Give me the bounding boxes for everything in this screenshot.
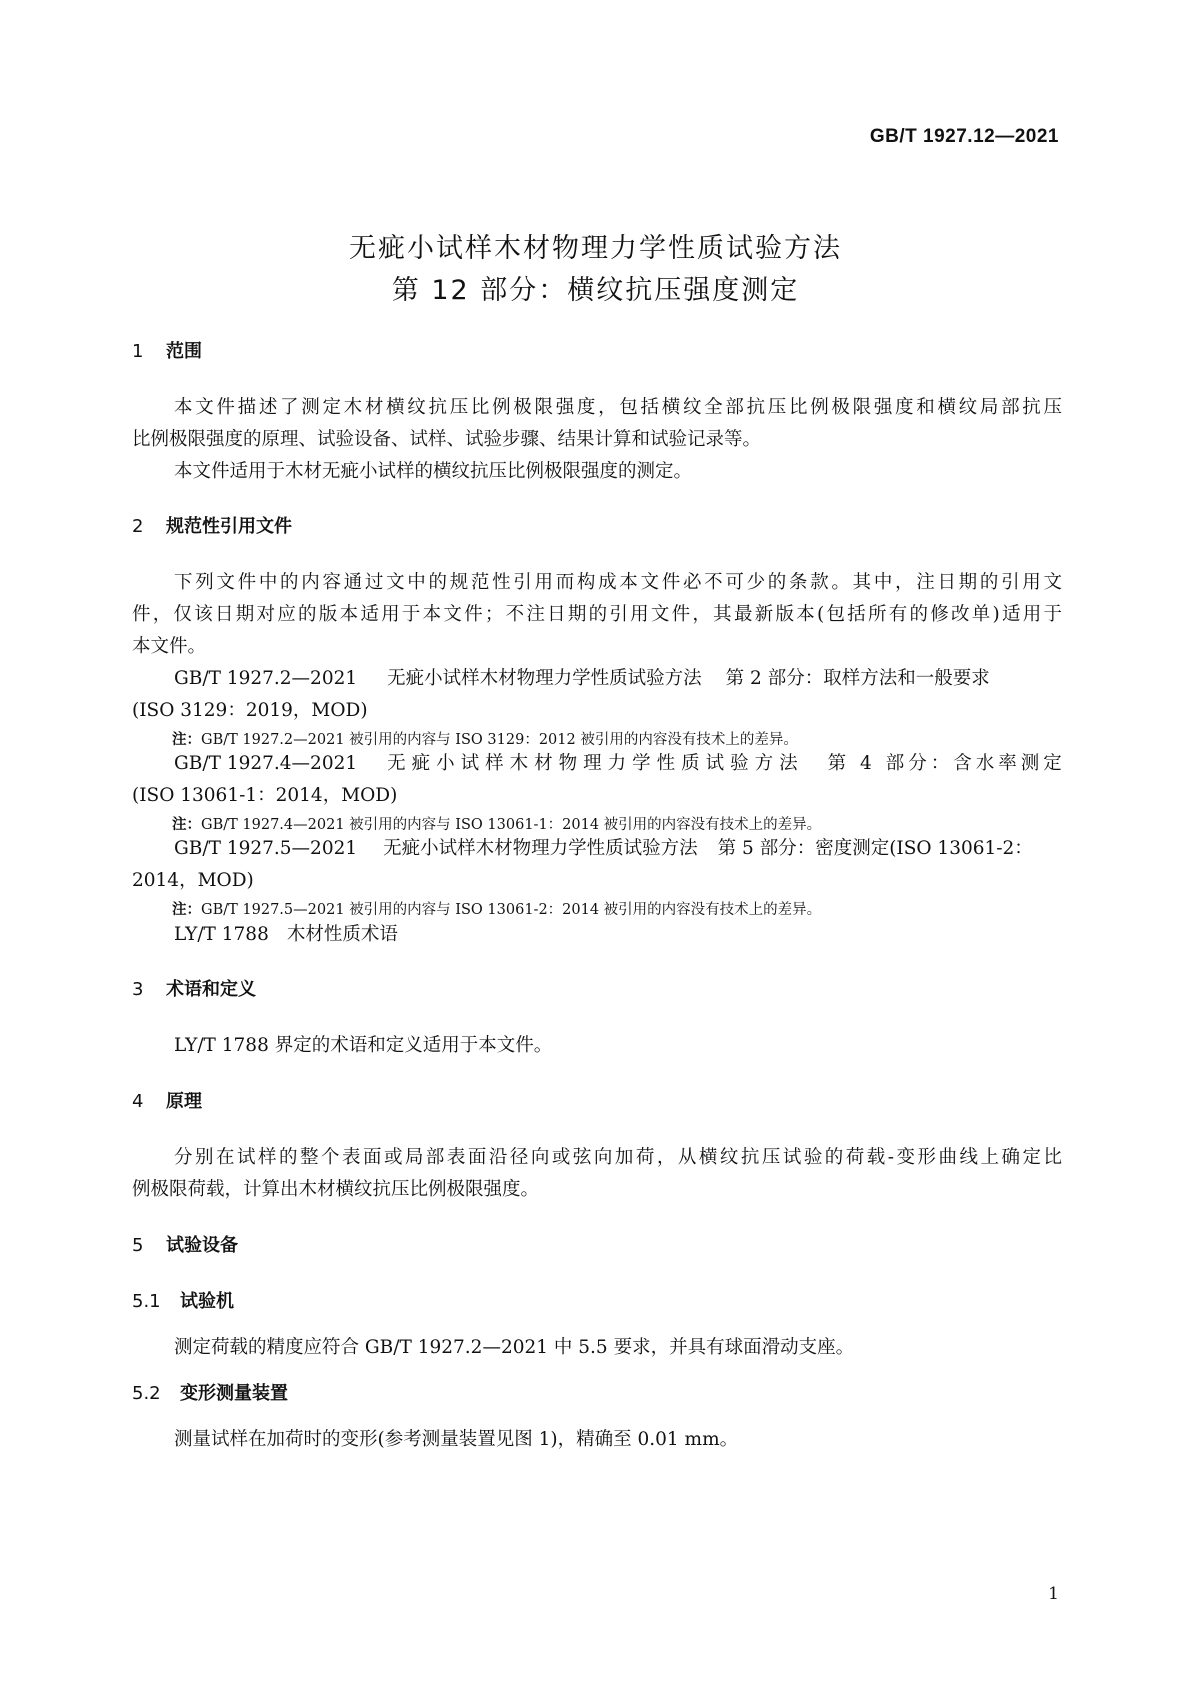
note-label: 注：	[172, 732, 201, 748]
reference-part: 第 4 部分：含水率测定	[827, 753, 1066, 774]
document-title-line2: 第 12 部分：横纹抗压强度测定	[391, 275, 800, 306]
reference-entry	[132, 664, 1104, 690]
section-4-heading	[132, 1087, 202, 1113]
section-number: 4	[132, 1091, 144, 1112]
reference-code: LY/T 1788	[174, 924, 269, 945]
reference-iso: (ISO 3129：2019，MOD)	[132, 700, 368, 721]
note-text: GB/T 1927.4—2021 被引用的内容与 ISO 13061-1：2014 被引用的内容没有技术上的差异。	[201, 817, 822, 833]
paragraph-line: 比例极限强度的原理、试验设备、试样、试验步骤、结果计算和试验记录等。	[132, 429, 762, 450]
document-title-line1: 无疵小试样木材物理力学性质试验方法	[349, 233, 842, 264]
paragraph-line: 测定荷载的精度应符合 GB/T 1927.2—2021 中 5.5 要求，并具有球面滑动支座。	[174, 1337, 855, 1358]
section-title: 变形测量装置	[180, 1383, 288, 1404]
section-title: 原理	[166, 1091, 202, 1112]
section-number: 5.1	[132, 1291, 161, 1312]
paragraph-line: LY/T 1788 界定的术语和定义适用于本文件。	[174, 1035, 553, 1056]
reference-note	[172, 728, 798, 749]
section-number: 5	[132, 1235, 144, 1256]
section-number: 3	[132, 979, 144, 1000]
reference-title: 木材性质术语	[286, 924, 398, 945]
section-1-heading	[132, 337, 202, 363]
paragraph-line: 下列文件中的内容通过文中的规范性引用而构成本文件必不可少的条款。其中，注日期的引用文	[174, 572, 1062, 593]
reference-entry	[132, 749, 1104, 775]
paragraph-line: 测量试样在加荷时的变形(参考测量装置见图 1)，精确至 0.01 mm。	[174, 1429, 739, 1450]
paragraph-line: 本文件适用于木材无疵小试样的横纹抗压比例极限强度的测定。	[174, 461, 693, 482]
reference-note	[172, 813, 821, 834]
standard-code: GB/T 1927.12—2021	[869, 126, 1059, 147]
reference-iso: 2014，MOD)	[132, 870, 254, 891]
reference-title: 无疵小试样木材物理力学性质试验方法	[383, 838, 698, 859]
reference-title: 无疵小试样木材物理力学性质试验方法	[387, 668, 702, 689]
section-number: 1	[132, 341, 144, 362]
paragraph-line: 本文件描述了测定木材横纹抗压比例极限强度，包括横纹全部抗压比例极限强度和横纹局部抗压	[174, 397, 1062, 418]
note-text: GB/T 1927.2—2021 被引用的内容与 ISO 3129：2012 被引用的内容没有技术上的差异。	[201, 732, 798, 748]
reference-code: GB/T 1927.4—2021	[174, 753, 358, 774]
section-2-heading	[132, 512, 292, 538]
paragraph-line: 例极限荷载，计算出木材横纹抗压比例极限强度。	[132, 1179, 540, 1200]
paragraph-line: 件，仅该日期对应的版本适用于本文件；不注日期的引用文件，其最新版本(包括所有的修改单)适用于	[132, 604, 1062, 625]
section-number: 2	[132, 516, 144, 537]
note-label: 注：	[172, 817, 201, 833]
reference-note	[172, 898, 821, 919]
reference-title: 无疵小试样木材物理力学性质试验方法	[387, 753, 804, 774]
reference-code: GB/T 1927.2—2021	[174, 668, 358, 689]
note-label: 注：	[172, 902, 201, 918]
reference-entry	[132, 834, 1104, 860]
reference-part: 第 2 部分：取样方法和一般要求	[725, 668, 990, 689]
section-5-1-heading	[132, 1287, 234, 1313]
section-title: 范围	[166, 341, 202, 362]
reference-entry	[132, 920, 1104, 946]
reference-iso: (ISO 13061-1：2014，MOD)	[132, 785, 398, 806]
section-title: 规范性引用文件	[166, 516, 292, 537]
section-title: 术语和定义	[166, 979, 256, 1000]
reference-part: 第 5 部分：密度测定(ISO 13061-2：	[717, 838, 1033, 859]
note-text: GB/T 1927.5—2021 被引用的内容与 ISO 13061-2：2014 被引用的内容没有技术上的差异。	[201, 902, 822, 918]
paragraph-line: 本文件。	[132, 636, 207, 657]
paragraph-line: 分别在试样的整个表面或局部表面沿径向或弦向加荷，从横纹抗压试验的荷载-变形曲线上确定比	[174, 1147, 1062, 1168]
section-title: 试验设备	[166, 1235, 238, 1256]
page-number: 1	[1048, 1584, 1059, 1604]
section-5-heading	[132, 1231, 238, 1257]
section-number: 5.2	[132, 1383, 161, 1404]
section-3-heading	[132, 975, 256, 1001]
section-5-2-heading	[132, 1379, 288, 1405]
reference-code: GB/T 1927.5—2021	[174, 838, 358, 859]
section-title: 试验机	[180, 1291, 234, 1312]
